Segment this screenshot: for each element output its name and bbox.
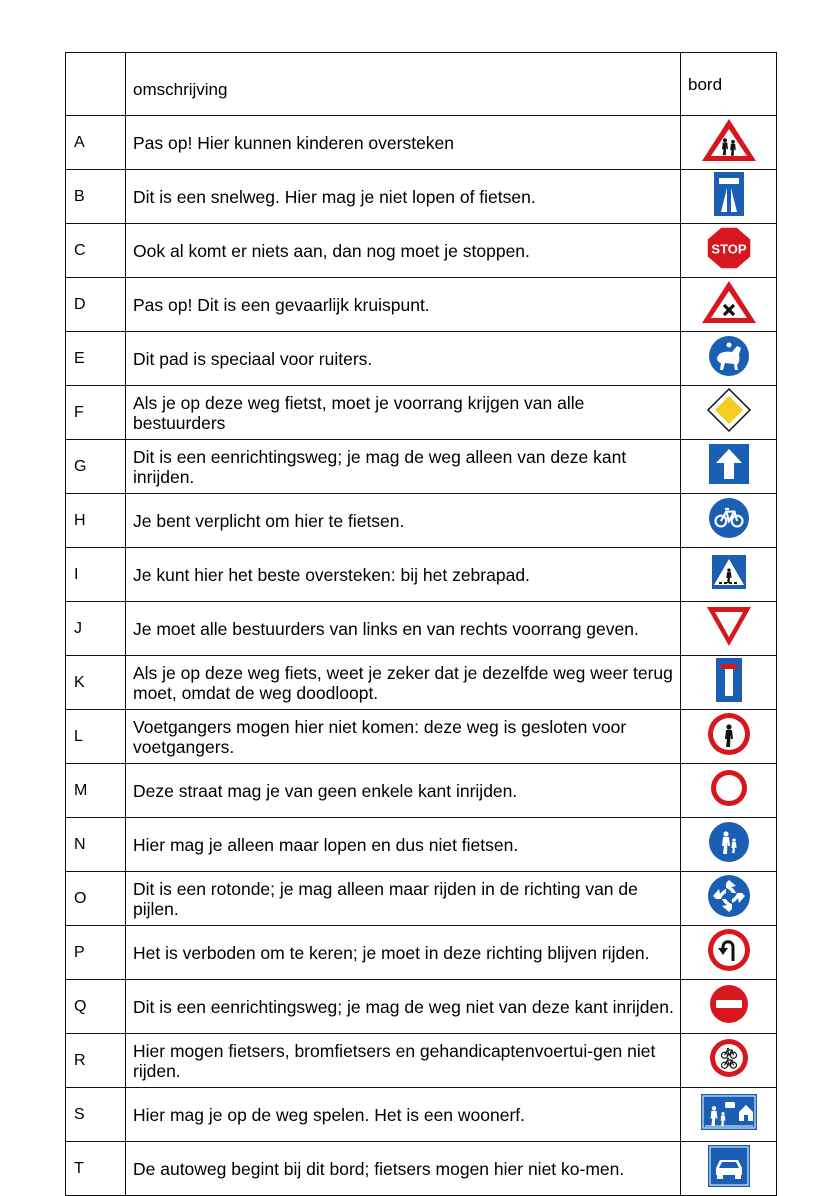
no-entry-sign-icon — [699, 980, 759, 1028]
row-letter: M — [66, 764, 126, 818]
row-sign-cell — [681, 656, 777, 710]
row-letter: K — [66, 656, 126, 710]
row-letter: F — [66, 386, 126, 440]
table-row — [66, 818, 777, 872]
give-way-sign-icon — [699, 602, 759, 650]
no-u-turn-sign-icon — [699, 926, 759, 974]
row-sign-cell — [681, 116, 777, 170]
bridleway-sign-icon — [699, 332, 759, 380]
row-sign-cell — [681, 224, 777, 278]
row-sign-cell — [681, 764, 777, 818]
row-letter: N — [66, 818, 126, 872]
table-row — [66, 602, 777, 656]
row-description: De autoweg begint bij dit bord; fietsers mogen hier niet ko-men. — [126, 1142, 681, 1196]
row-sign-cell — [681, 440, 777, 494]
row-sign-cell — [681, 548, 777, 602]
header-sign: bord — [681, 53, 777, 116]
row-description: Hier mag je op de weg spelen. Het is een woonerf. — [126, 1088, 681, 1142]
row-letter: T — [66, 1142, 126, 1196]
table-row — [66, 224, 777, 278]
row-letter: D — [66, 278, 126, 332]
row-letter: P — [66, 926, 126, 980]
row-description: Dit is een eenrichtingsweg; je mag de weg alleen van deze kant inrijden. — [126, 440, 681, 494]
row-sign-cell — [681, 1142, 777, 1196]
row-sign-cell — [681, 872, 777, 926]
no-cyclists-mopeds-sign-icon — [699, 1034, 759, 1082]
pedestrian-crossing-sign-icon — [699, 548, 759, 596]
row-description: Als je op deze weg fietst, moet je voorrang krijgen van alle bestuurders — [126, 386, 681, 440]
stop-sign-icon — [699, 224, 759, 272]
row-letter: C — [66, 224, 126, 278]
no-pedestrians-sign-icon — [699, 710, 759, 758]
row-description: Dit is een eenrichtingsweg; je mag de weg niet van deze kant inrijden. — [126, 980, 681, 1034]
row-letter: H — [66, 494, 126, 548]
row-letter: E — [66, 332, 126, 386]
roundabout-sign-icon — [699, 872, 759, 920]
children-crossing-sign-icon — [699, 116, 759, 164]
row-sign-cell — [681, 494, 777, 548]
dead-end-sign-icon — [699, 656, 759, 704]
dangerous-crossroads-sign-icon — [699, 278, 759, 326]
table-row — [66, 386, 777, 440]
row-letter: Q — [66, 980, 126, 1034]
row-sign-cell — [681, 386, 777, 440]
table-row — [66, 170, 777, 224]
row-description: Voetgangers mogen hier niet komen: deze weg is gesloten voor voetgangers. — [126, 710, 681, 764]
table-row — [66, 1088, 777, 1142]
row-sign-cell — [681, 170, 777, 224]
row-description: Dit is een rotonde; je mag alleen maar rijden in de richting van de pijlen. — [126, 872, 681, 926]
row-letter: A — [66, 116, 126, 170]
row-description: Pas op! Dit is een gevaarlijk kruispunt. — [126, 278, 681, 332]
row-description: Dit is een snelweg. Hier mag je niet lopen of fietsen. — [126, 170, 681, 224]
row-description: Als je op deze weg fiets, weet je zeker dat je dezelfde weg weer terug moet, omdat de weg doodloopt. — [126, 656, 681, 710]
row-sign-cell — [681, 980, 777, 1034]
header-description: omschrijving — [126, 53, 681, 116]
header-letter-cell — [66, 53, 126, 116]
motorway-sign-icon — [699, 170, 759, 218]
table-row — [66, 548, 777, 602]
row-description: Pas op! Hier kunnen kinderen oversteken — [126, 116, 681, 170]
row-description: Ook al komt er niets aan, dan nog moet je stoppen. — [126, 224, 681, 278]
table-row — [66, 440, 777, 494]
row-description: Dit pad is speciaal voor ruiters. — [126, 332, 681, 386]
row-sign-cell — [681, 818, 777, 872]
row-letter: B — [66, 170, 126, 224]
row-sign-cell — [681, 602, 777, 656]
one-way-sign-icon — [699, 440, 759, 488]
table-row — [66, 710, 777, 764]
table-row — [66, 332, 777, 386]
row-description: Hier mag je alleen maar lopen en dus niet fietsen. — [126, 818, 681, 872]
table-row — [66, 1034, 777, 1088]
row-description: Je kunt hier het beste oversteken: bij het zebrapad. — [126, 548, 681, 602]
table-row — [66, 494, 777, 548]
row-sign-cell — [681, 1088, 777, 1142]
row-sign-cell — [681, 332, 777, 386]
table-row — [66, 764, 777, 818]
table-row — [66, 656, 777, 710]
row-letter: J — [66, 602, 126, 656]
row-letter: L — [66, 710, 126, 764]
row-description: Hier mogen fietsers, bromfietsers en gehandicaptenvoertui-gen niet rijden. — [126, 1034, 681, 1088]
expressway-sign-icon — [699, 1142, 759, 1190]
row-letter: G — [66, 440, 126, 494]
row-letter: O — [66, 872, 126, 926]
row-letter: R — [66, 1034, 126, 1088]
row-sign-cell — [681, 278, 777, 332]
table-row — [66, 926, 777, 980]
row-sign-cell — [681, 710, 777, 764]
table-row — [66, 980, 777, 1034]
residential-zone-sign-icon — [699, 1088, 759, 1136]
row-sign-cell — [681, 1034, 777, 1088]
footpath-sign-icon — [699, 818, 759, 866]
table-row — [66, 116, 777, 170]
stop-sign-text: STOP — [710, 241, 747, 257]
priority-road-sign-icon — [699, 386, 759, 434]
row-description: Je bent verplicht om hier te fietsen. — [126, 494, 681, 548]
row-description: Je moet alle bestuurders van links en van rechts voorrang geven. — [126, 602, 681, 656]
table-row — [66, 278, 777, 332]
row-description: Het is verboden om te keren; je moet in deze richting blijven rijden. — [126, 926, 681, 980]
road-signs-table — [65, 52, 777, 1196]
table-header-row — [66, 53, 777, 116]
no-entry-both-directions-sign-icon — [699, 764, 759, 812]
mandatory-cycle-path-sign-icon — [699, 494, 759, 542]
row-letter: S — [66, 1088, 126, 1142]
table-row — [66, 872, 777, 926]
table-row — [66, 1142, 777, 1196]
row-description: Deze straat mag je van geen enkele kant inrijden. — [126, 764, 681, 818]
row-letter: I — [66, 548, 126, 602]
row-sign-cell — [681, 926, 777, 980]
